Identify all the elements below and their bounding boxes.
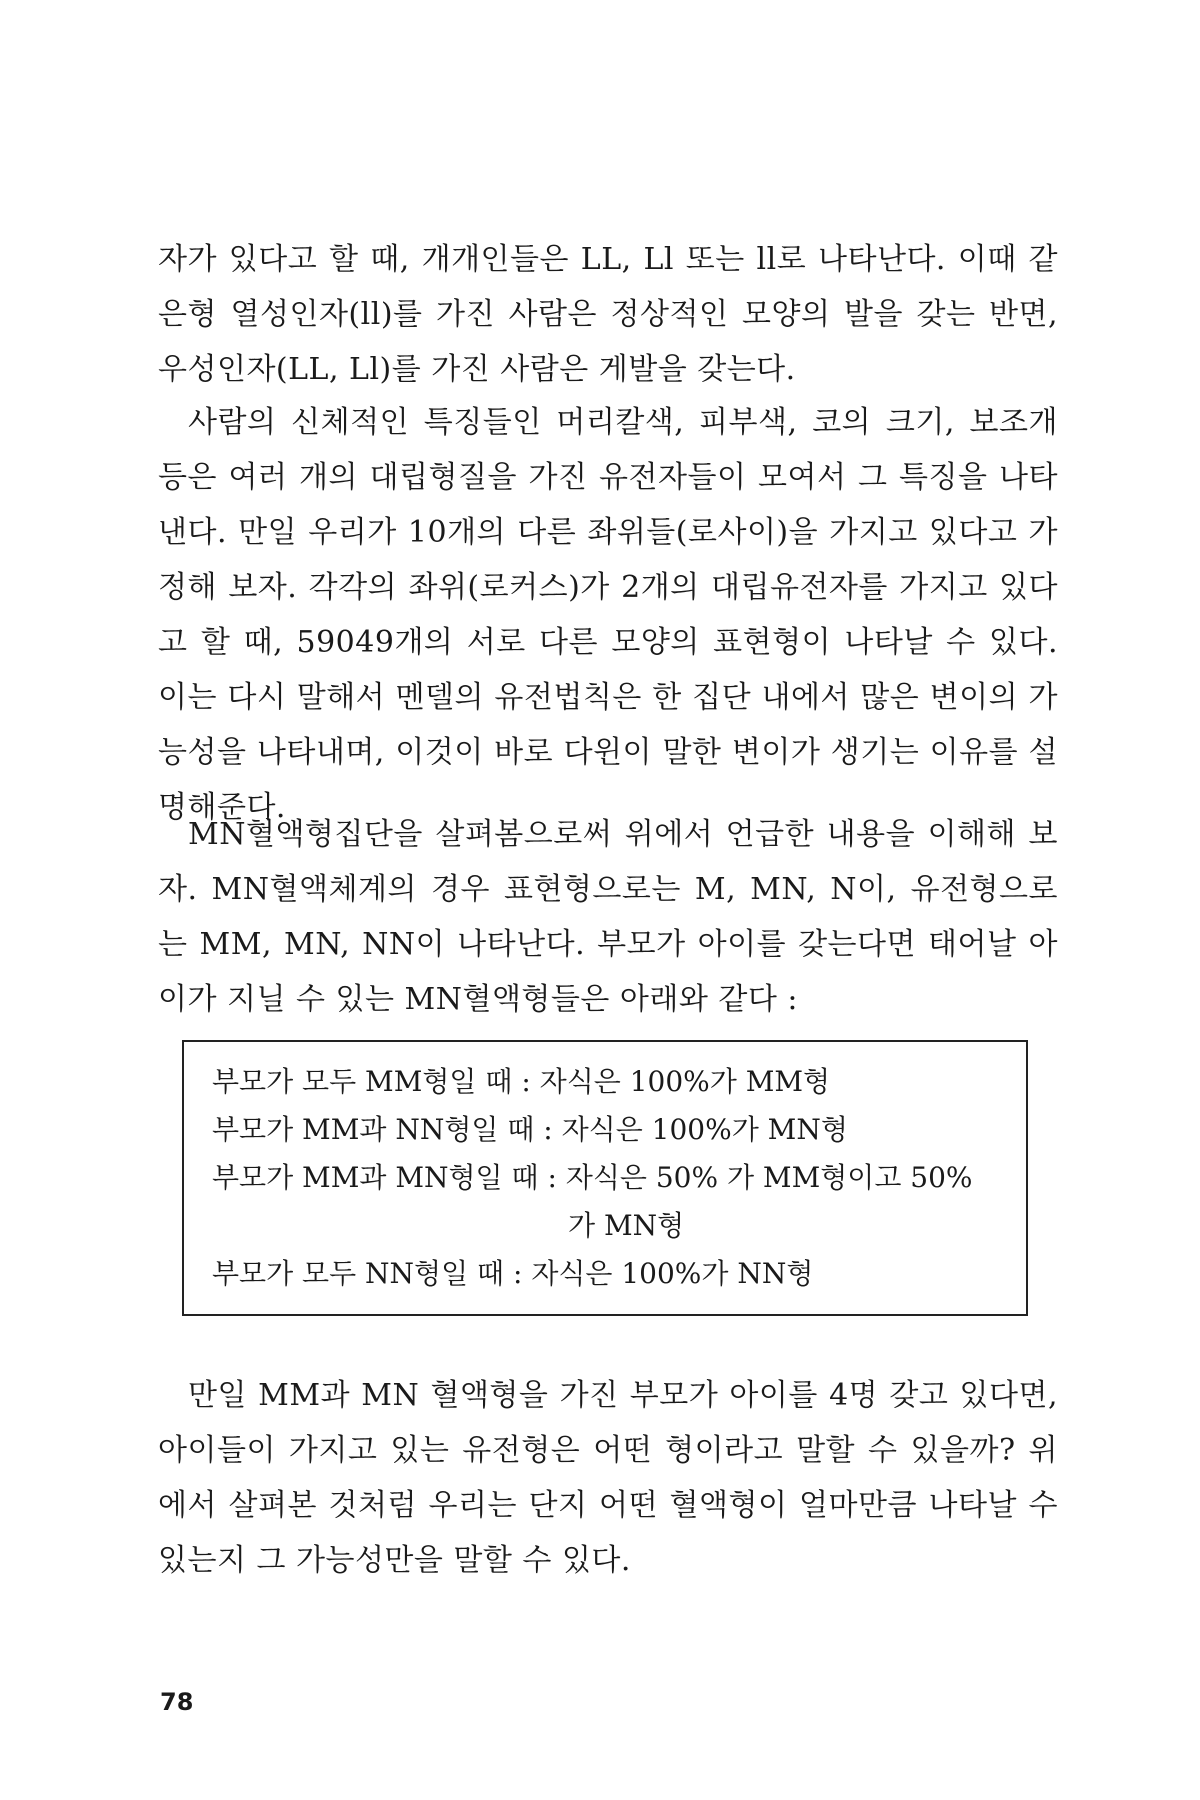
- page-number: 78: [160, 1688, 194, 1716]
- paragraph-mn-blood-group: MN혈액형집단을 살펴봄으로써 위에서 언급한 내용을 이해해 보자. MN혈액체계의 경우 표현형으로는 M, MN, N이, 유전형으로는 MM, MN, NN이 나타난다. 부모가 아이를 갖는다면 태어날 아이가 지닐 수 있는 MN혈액형들은 아래와 같다 :: [158, 817, 1058, 1017]
- box-line-mm-mn-continued: 가 MN형: [568, 1209, 685, 1242]
- paragraph-recessive-traits: 자가 있다고 할 때, 개개인들은 LL, Ll 또는 ll로 나타난다. 이때 같은형 열성인자(ll)를 가진 사람은 정상적인 모양의 발을 갖는 반면, 우성인자(LL, Ll)를 가진 사람은 게발을 갖는다.: [158, 242, 1058, 387]
- box-line-nn-nn: 부모가 모두 NN형일 때 : 자식은 100%가 NN형: [212, 1257, 814, 1290]
- paragraph-physical-traits: 사람의 신체적인 특징들인 머리칼색, 피부색, 코의 크기, 보조개 등은 여러 개의 대립형질을 가진 유전자들이 모여서 그 특징을 나타낸다. 만일 우리가 10개의 다른 좌위들(로사이)을 가지고 있다고 가정해 보자. 각각의 좌위(로커스)가 2개의 대립유전자를 가지고 있다고 할 때, 59049개의 서로 다른 모양의 표현형이 나타날 수 있다. 이는 다시 말해서 멘델의 유전법칙은 한 집단 내에서 많은 변이의 가능성을 나타내며, 이것이 바로 다윈이 말한 변이가 생기는 이유를 설명해준다.: [158, 405, 1058, 825]
- mn-inheritance-box: [182, 1040, 1028, 1316]
- box-line-mm-mn: 부모가 MM과 MN형일 때 : 자식은 50% 가 MM형이고 50%: [212, 1161, 973, 1194]
- box-line-mm-mm: 부모가 모두 MM형일 때 : 자식은 100%가 MM형: [212, 1065, 831, 1098]
- box-line-mm-nn: 부모가 MM과 NN형일 때 : 자식은 100%가 MN형: [212, 1113, 848, 1146]
- paragraph-children-genotypes: 만일 MM과 MN 혈액형을 가진 부모가 아이를 4명 갖고 있다면, 아이들이 가지고 있는 유전형은 어떤 형이라고 말할 수 있을까? 위에서 살펴본 것처럼 우리는 단지 어떤 혈액형이 얼마만큼 나타날 수 있는지 그 가능성만을 말할 수 있다.: [158, 1378, 1058, 1578]
